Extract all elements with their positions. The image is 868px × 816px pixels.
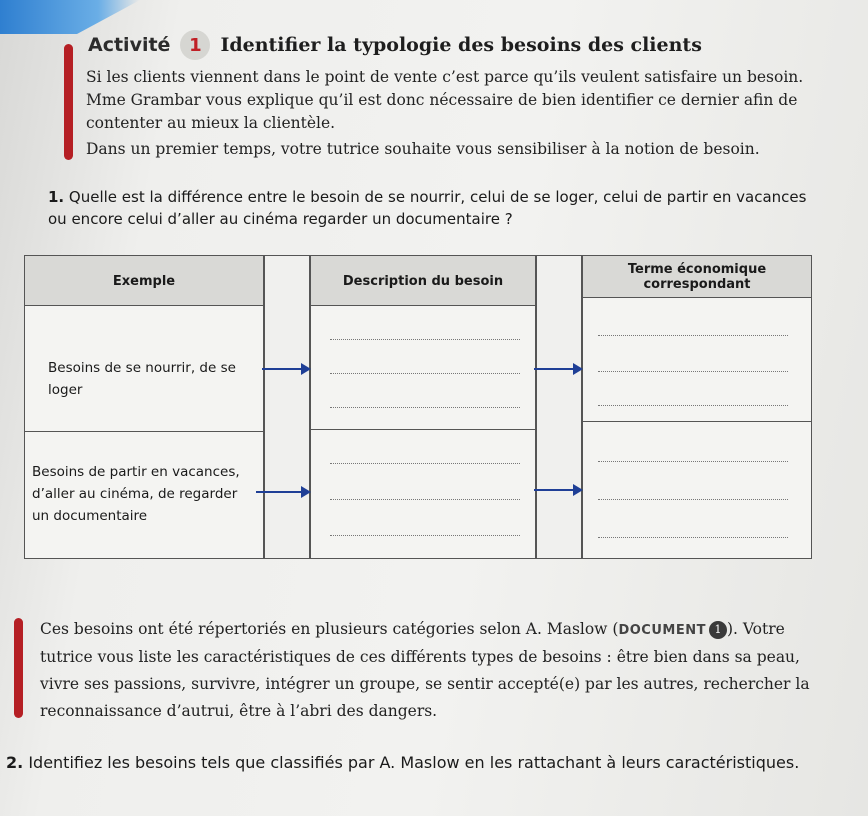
maslow-text-end: ). bbox=[726, 620, 738, 638]
answer-line[interactable] bbox=[598, 335, 788, 336]
intro-paragraph-2: Dans un premier temps, votre tutrice souhaite vous sensibiliser à la notion de besoin. bbox=[86, 140, 760, 158]
row-1-description-cell bbox=[310, 305, 536, 431]
row-2-economic-term-cell bbox=[582, 421, 812, 559]
answer-line[interactable] bbox=[598, 499, 788, 500]
answer-line[interactable] bbox=[330, 463, 520, 464]
arrow-icon bbox=[534, 368, 574, 370]
needs-table bbox=[24, 255, 812, 559]
question-2-text: Identifiez les besoins tels que classifiés par A. Maslow en les rattachant à leurs caractéristiques. bbox=[28, 753, 800, 772]
maslow-text-2: Votre tutrice vous liste les caractéristiques de ces différents types de besoins : être bien dans sa peau, vivre ses passions, survivre, intégrer un groupe, se sentir accepté(e) par les autres, rechercher la reconnaissance d’autrui, être à l’abri des dangers. bbox=[40, 620, 810, 720]
activity-header bbox=[88, 30, 702, 60]
intro-paragraph-1: Si les clients viennent dans le point de vente c’est parce qu’ils veulent satisfaire un besoin. Mme Grambar vous explique qu’il est donc nécessaire de bien identifier ce dernier afin de contenter au mieux la clientèle. bbox=[86, 68, 804, 132]
question-1-number: 1. bbox=[48, 188, 65, 206]
answer-line[interactable] bbox=[330, 535, 520, 536]
gap-column-1 bbox=[264, 255, 310, 559]
document-reference[interactable]: DOCUMENT bbox=[618, 623, 706, 638]
answer-line[interactable] bbox=[598, 537, 788, 538]
maslow-paragraph bbox=[40, 616, 840, 725]
activity-number-badge: 1 bbox=[180, 30, 210, 60]
question-2-number: 2. bbox=[6, 753, 24, 772]
question-2 bbox=[6, 752, 816, 774]
intro-text bbox=[86, 66, 806, 161]
question-1-text: Quelle est la différence entre le besoin de se nourrir, celui de se loger, celui de partir en vacances ou encore celui d’aller au cinéma regarder un documentaire ? bbox=[48, 188, 807, 228]
arrow-icon bbox=[262, 368, 302, 370]
header-economic-term: Terme économique correspondant bbox=[582, 255, 812, 299]
answer-line[interactable] bbox=[330, 499, 520, 500]
question-1 bbox=[48, 186, 818, 230]
answer-line[interactable] bbox=[330, 373, 520, 374]
arrow-icon bbox=[534, 489, 574, 491]
answer-line[interactable] bbox=[330, 339, 520, 340]
document-number-badge: 1 bbox=[709, 621, 727, 639]
maslow-text: Ces besoins ont été répertoriés en plusieurs catégories selon A. Maslow ( bbox=[40, 620, 619, 638]
maslow-accent-bar bbox=[14, 618, 23, 718]
gap-column-2 bbox=[536, 255, 582, 559]
activity-title: Identifier la typologie des besoins des clients bbox=[220, 34, 702, 56]
answer-line[interactable] bbox=[598, 461, 788, 462]
row-1-example: Besoins de se nourrir, de se loger bbox=[48, 360, 236, 398]
row-2-example: Besoins de partir en vacances, d’aller au cinéma, de regarder un documentaire bbox=[32, 464, 240, 524]
arrow-icon bbox=[256, 491, 302, 493]
answer-line[interactable] bbox=[598, 371, 788, 372]
header-description: Description du besoin bbox=[310, 255, 536, 307]
answer-line[interactable] bbox=[598, 405, 788, 406]
intro-accent-bar bbox=[64, 44, 73, 160]
corner-tab bbox=[0, 0, 140, 34]
row-2-description-cell bbox=[310, 429, 536, 559]
activity-label: Activité bbox=[88, 34, 171, 56]
header-example: Exemple bbox=[24, 255, 264, 307]
answer-line[interactable] bbox=[330, 407, 520, 408]
